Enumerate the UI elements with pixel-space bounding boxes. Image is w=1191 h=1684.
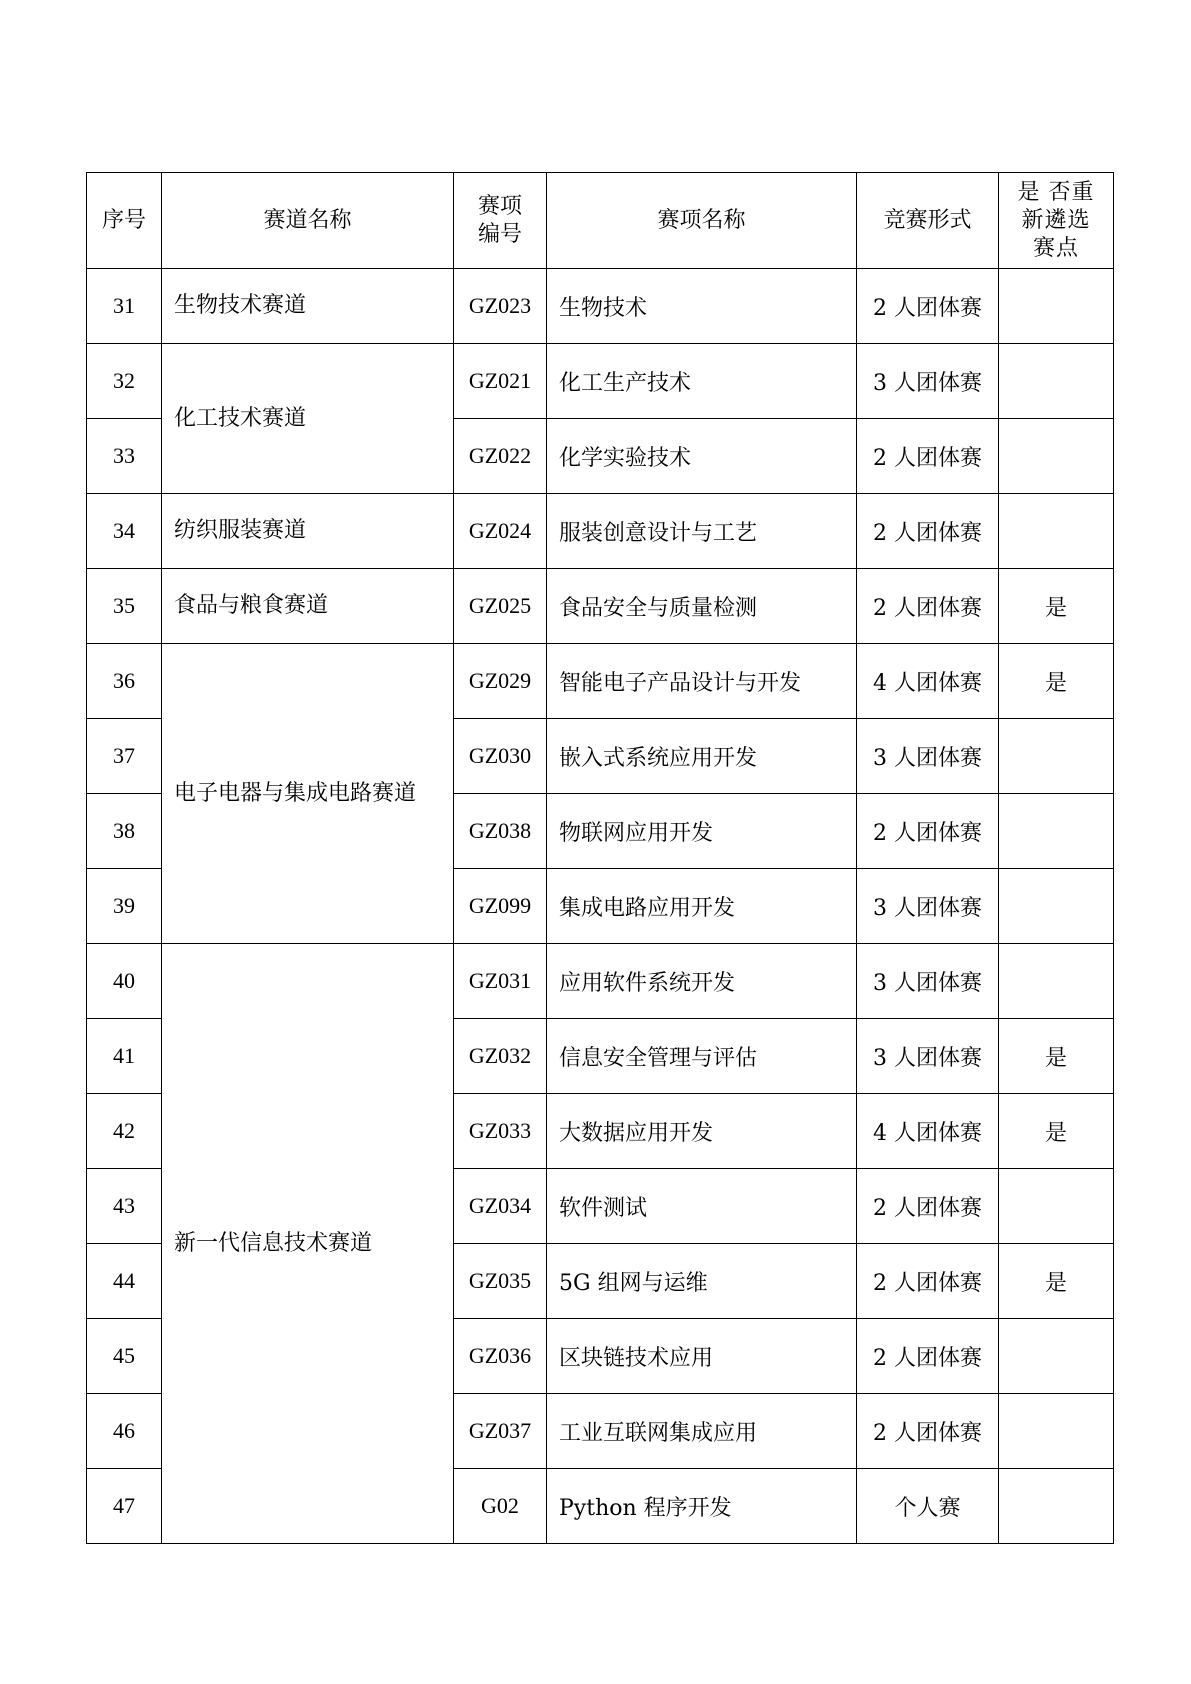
row-event: 食品安全与质量检测 [547, 569, 857, 644]
header-code: 赛项编号 [454, 173, 547, 269]
row-track: 新一代信息技术赛道 [162, 944, 454, 1544]
row-seq: 37 [87, 719, 162, 794]
row-code: GZ025 [454, 569, 547, 644]
row-event: 嵌入式系统应用开发 [547, 719, 857, 794]
row-reselect [999, 1394, 1114, 1469]
row-event: 信息安全管理与评估 [547, 1019, 857, 1094]
row-seq: 45 [87, 1319, 162, 1394]
table-header-row [87, 173, 1114, 269]
row-reselect [999, 494, 1114, 569]
row-format: 2 人团体赛 [857, 1244, 999, 1319]
competition-table [86, 172, 1114, 1544]
row-format: 4 人团体赛 [857, 1094, 999, 1169]
row-reselect [999, 869, 1114, 944]
row-reselect [999, 269, 1114, 344]
row-event: 5G 组网与运维 [547, 1244, 857, 1319]
row-reselect: 是 [999, 569, 1114, 644]
row-format: 3 人团体赛 [857, 719, 999, 794]
row-seq: 47 [87, 1469, 162, 1544]
row-code: GZ036 [454, 1319, 547, 1394]
row-track: 纺织服装赛道 [162, 494, 454, 569]
row-event: 化工生产技术 [547, 344, 857, 419]
row-code: GZ035 [454, 1244, 547, 1319]
row-reselect [999, 1319, 1114, 1394]
row-format: 2 人团体赛 [857, 1319, 999, 1394]
row-event: 软件测试 [547, 1169, 857, 1244]
row-code: GZ033 [454, 1094, 547, 1169]
header-seq: 序号 [87, 173, 162, 269]
row-event: 智能电子产品设计与开发 [547, 644, 857, 719]
row-seq: 38 [87, 794, 162, 869]
row-seq: 46 [87, 1394, 162, 1469]
row-format: 2 人团体赛 [857, 1169, 999, 1244]
row-format: 3 人团体赛 [857, 869, 999, 944]
row-code: GZ021 [454, 344, 547, 419]
row-code: GZ034 [454, 1169, 547, 1244]
row-seq: 44 [87, 1244, 162, 1319]
row-seq: 36 [87, 644, 162, 719]
row-reselect [999, 719, 1114, 794]
row-event: 应用软件系统开发 [547, 944, 857, 1019]
header-reselect: 是 否重新遴选赛点 [999, 173, 1114, 269]
row-format: 4 人团体赛 [857, 644, 999, 719]
row-reselect [999, 944, 1114, 1019]
row-track: 生物技术赛道 [162, 269, 454, 344]
row-event: 化学实验技术 [547, 419, 857, 494]
table-row [87, 944, 1114, 1019]
row-event: Python 程序开发 [547, 1469, 857, 1544]
row-code: GZ023 [454, 269, 547, 344]
row-seq: 43 [87, 1169, 162, 1244]
table-row [87, 569, 1114, 644]
row-format: 2 人团体赛 [857, 794, 999, 869]
row-format: 个人赛 [857, 1469, 999, 1544]
row-reselect: 是 [999, 1019, 1114, 1094]
table-row [87, 269, 1114, 344]
table-row [87, 344, 1114, 419]
row-code: GZ037 [454, 1394, 547, 1469]
row-code: GZ038 [454, 794, 547, 869]
row-reselect: 是 [999, 1244, 1114, 1319]
row-event: 物联网应用开发 [547, 794, 857, 869]
row-code: GZ029 [454, 644, 547, 719]
row-reselect [999, 419, 1114, 494]
row-code: GZ024 [454, 494, 547, 569]
header-event: 赛项名称 [547, 173, 857, 269]
row-format: 3 人团体赛 [857, 344, 999, 419]
row-track: 电子电器与集成电路赛道 [162, 644, 454, 944]
row-code: GZ099 [454, 869, 547, 944]
row-format: 2 人团体赛 [857, 269, 999, 344]
row-seq: 39 [87, 869, 162, 944]
row-code: G02 [454, 1469, 547, 1544]
row-seq: 34 [87, 494, 162, 569]
row-format: 2 人团体赛 [857, 494, 999, 569]
row-reselect: 是 [999, 1094, 1114, 1169]
row-code: GZ022 [454, 419, 547, 494]
row-event: 工业互联网集成应用 [547, 1394, 857, 1469]
row-event: 区块链技术应用 [547, 1319, 857, 1394]
row-event: 服装创意设计与工艺 [547, 494, 857, 569]
row-format: 2 人团体赛 [857, 419, 999, 494]
row-seq: 32 [87, 344, 162, 419]
table-body [87, 269, 1114, 1544]
row-seq: 33 [87, 419, 162, 494]
row-seq: 31 [87, 269, 162, 344]
row-format: 2 人团体赛 [857, 569, 999, 644]
row-code: GZ030 [454, 719, 547, 794]
row-track: 食品与粮食赛道 [162, 569, 454, 644]
row-format: 2 人团体赛 [857, 1394, 999, 1469]
header-track: 赛道名称 [162, 173, 454, 269]
row-reselect: 是 [999, 644, 1114, 719]
row-seq: 42 [87, 1094, 162, 1169]
row-format: 3 人团体赛 [857, 944, 999, 1019]
row-track: 化工技术赛道 [162, 344, 454, 494]
row-code: GZ031 [454, 944, 547, 1019]
row-seq: 35 [87, 569, 162, 644]
row-seq: 40 [87, 944, 162, 1019]
row-code: GZ032 [454, 1019, 547, 1094]
row-event: 生物技术 [547, 269, 857, 344]
table-row [87, 644, 1114, 719]
row-reselect [999, 794, 1114, 869]
row-reselect [999, 344, 1114, 419]
table-row [87, 494, 1114, 569]
row-reselect [999, 1169, 1114, 1244]
row-event: 大数据应用开发 [547, 1094, 857, 1169]
header-format: 竞赛形式 [857, 173, 999, 269]
row-format: 3 人团体赛 [857, 1019, 999, 1094]
row-reselect [999, 1469, 1114, 1544]
row-seq: 41 [87, 1019, 162, 1094]
row-event: 集成电路应用开发 [547, 869, 857, 944]
